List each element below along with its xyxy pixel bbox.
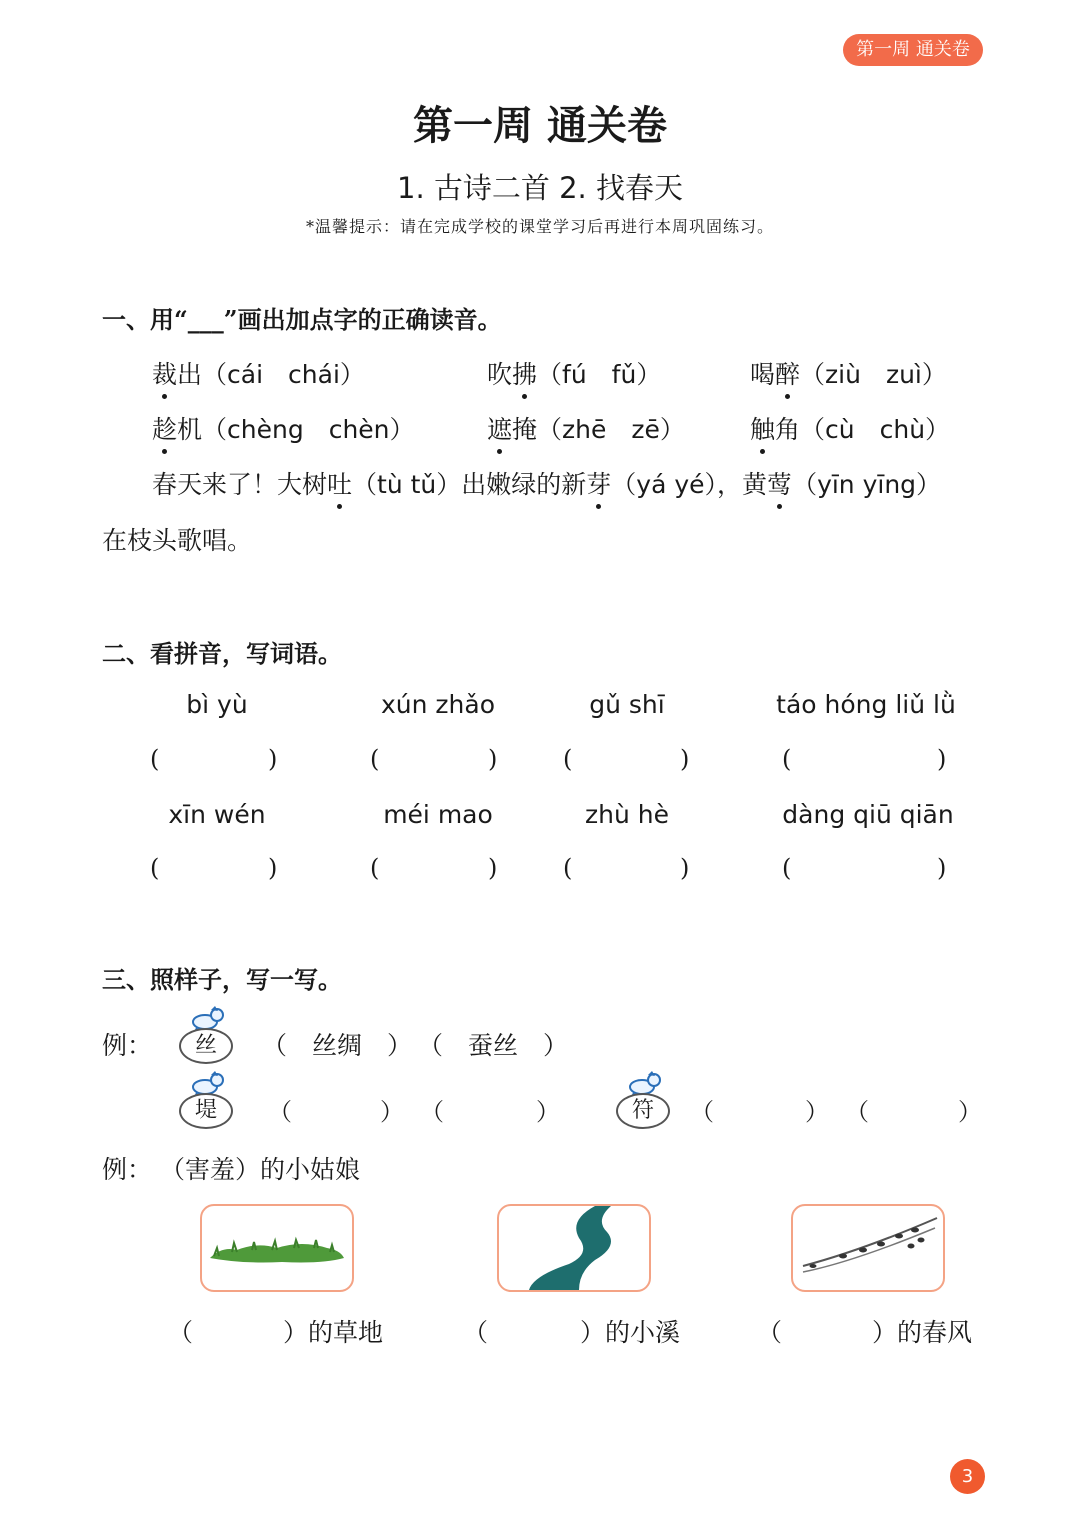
pinyin-word: dàng qiū qiān xyxy=(782,800,954,829)
stream-icon xyxy=(499,1206,649,1290)
pinyin-choice-2: 吹拂 （fú fǔ） xyxy=(487,355,661,391)
answer-paren-open: ( xyxy=(782,745,792,773)
page-title: 第一周 通关卷 xyxy=(413,102,667,149)
answer-paren-open: （ xyxy=(420,1098,444,1126)
emphasis-dot xyxy=(596,504,601,509)
section2-heading: 二、看拼音，写词语。 xyxy=(102,639,342,668)
blank-close-1: ）的草地 xyxy=(283,1318,384,1347)
blank-open-1: （ xyxy=(168,1318,194,1347)
answer-paren-close: ) xyxy=(488,854,498,882)
spring-sentence: 春天来了！大树吐 （tù tǔ）出嫩绿的新芽 （yá yé），黄莺 （yīn yīng） xyxy=(152,465,941,501)
emphasis-dot xyxy=(785,394,790,399)
blank-close-2: ）的小溪 xyxy=(580,1318,681,1347)
pinyin-word: gǔ shī xyxy=(589,690,665,719)
pinyin-choice-4: 趁 机（chèng chèn） xyxy=(152,410,415,446)
answer-paren-close: ） xyxy=(380,1098,404,1126)
spring-sentence-line2: 在枝头歌唱。 xyxy=(102,526,253,555)
pinyin-word: xún zhǎo xyxy=(380,690,495,719)
answer-paren-open: ( xyxy=(150,854,160,882)
lesson-subtitle: 1. 古诗二首 2. 找春天 xyxy=(397,171,683,205)
blank-close-3: ）的春风 xyxy=(872,1318,973,1347)
answer-paren-close: ) xyxy=(680,854,690,882)
pinyin-word: táo hóng liǔ lǜ xyxy=(776,690,956,719)
emphasis-dot xyxy=(777,504,782,509)
answer-paren-open: ( xyxy=(563,745,573,773)
wind-picture xyxy=(791,1204,945,1292)
emphasis-dot xyxy=(162,449,167,454)
example-phrase: （害羞）的小姑娘 xyxy=(160,1155,361,1184)
section3-heading: 三、照样子，写一写。 xyxy=(102,965,342,994)
answer-paren-close: ） xyxy=(536,1098,560,1126)
example-label-2: 例： xyxy=(102,1155,153,1184)
emphasis-dot xyxy=(162,394,167,399)
grass-picture xyxy=(200,1204,354,1292)
answer-paren-open: ( xyxy=(150,745,160,773)
char-circle-fu: 符 xyxy=(614,1071,674,1131)
pinyin-choice-6: 触 角（cù chù） xyxy=(750,410,950,446)
emphasis-dot xyxy=(760,449,765,454)
warm-tip: *温馨提示：请在完成学校的课堂学习后再进行本周巩固练习。 xyxy=(305,217,774,236)
page-number: 3 xyxy=(950,1459,985,1494)
pinyin-word: méi mao xyxy=(383,800,493,829)
section1-heading: 一、用“___”画出加点字的正确读音。 xyxy=(102,305,502,334)
emphasis-dot xyxy=(522,394,527,399)
answer-paren-close: ) xyxy=(268,854,278,882)
pinyin-word: bì yù xyxy=(186,690,248,719)
pinyin-word: zhù hè xyxy=(585,800,669,829)
char-circle-di: 堤 xyxy=(177,1071,237,1131)
answer-paren-open: ( xyxy=(370,854,380,882)
week-badge: 第一周 通关卷 xyxy=(843,34,983,66)
grass-icon xyxy=(202,1206,352,1290)
pinyin-word: xīn wén xyxy=(168,800,266,829)
answer-paren-close: ) xyxy=(268,745,278,773)
example-word-1: （ 丝绸 ） xyxy=(262,1031,413,1060)
emphasis-dot xyxy=(337,504,342,509)
answer-paren-open: ( xyxy=(563,854,573,882)
emphasis-dot xyxy=(497,449,502,454)
blank-open-3: （ xyxy=(757,1318,783,1347)
willow-branch-icon xyxy=(793,1206,943,1290)
pinyin-choice-3: 喝醉 （ziù zuì） xyxy=(750,355,947,391)
answer-paren-close: ) xyxy=(488,745,498,773)
answer-paren-close: ) xyxy=(937,745,947,773)
answer-paren-open: ( xyxy=(782,854,792,882)
answer-paren-open: （ xyxy=(845,1098,869,1126)
answer-paren-close: ) xyxy=(680,745,690,773)
answer-paren-open: （ xyxy=(268,1098,292,1126)
answer-paren-close: ) xyxy=(937,854,947,882)
answer-paren-close: ） xyxy=(805,1098,829,1126)
pinyin-choice-1: 裁 出（cái chái） xyxy=(152,355,365,391)
example-char-circle: 丝 xyxy=(177,1006,237,1066)
example-label: 例： xyxy=(102,1031,153,1060)
answer-paren-close: ） xyxy=(958,1098,982,1126)
blank-open-2: （ xyxy=(463,1318,489,1347)
answer-paren-open: ( xyxy=(370,745,380,773)
stream-picture xyxy=(497,1204,651,1292)
example-word-2: （ 蚕丝 ） xyxy=(418,1031,569,1060)
answer-paren-open: （ xyxy=(690,1098,714,1126)
pinyin-choice-5: 遮 掩（zhē zē） xyxy=(487,410,685,446)
